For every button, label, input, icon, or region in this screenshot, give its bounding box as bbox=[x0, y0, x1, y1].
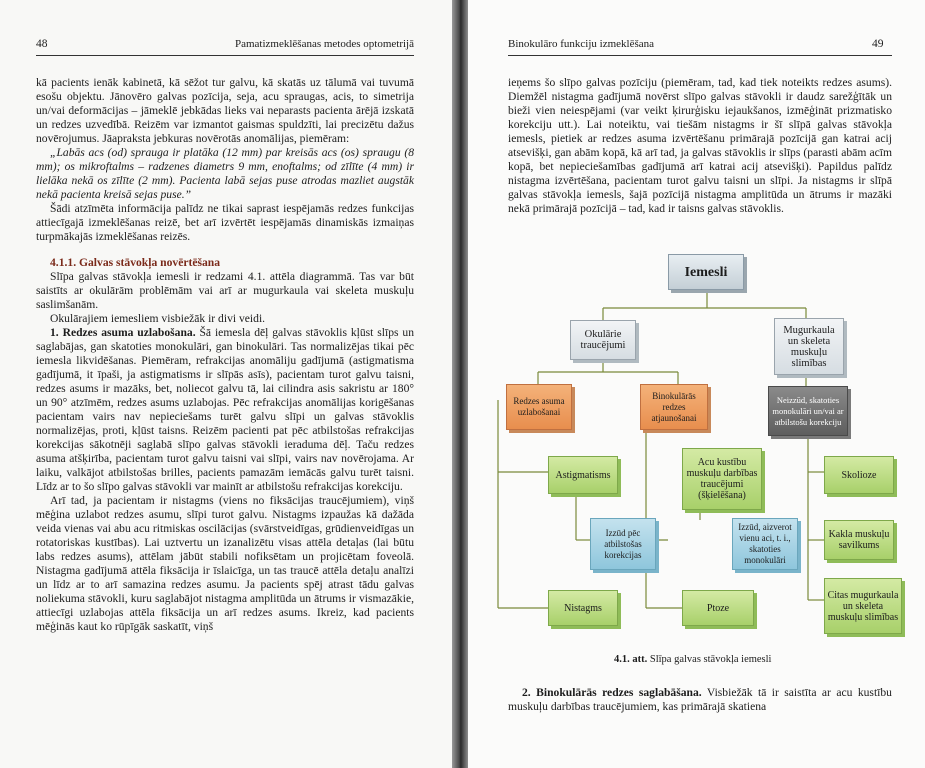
running-head: Binokulāro funkciju izmeklēšana bbox=[508, 38, 655, 50]
scoliosis-box: Skolioze bbox=[824, 456, 894, 494]
paragraph: kā pacients ienāk kabinetā, kā sēžot tur galvu, kā skatās uz tālumā vai tuvumā esošu objektu. Jānovēro galvas pozīcija, seja, acu spraugas, acis, to simetrija un/vai deformācijas – jāmeklē jebkādas lieks vai neparasts pacienta ārējā izskatā un redzes uzvedībā. Reizēm var izmantot gaismas spuldzīti, lai precizētu dažus novērojumus. Jāapraksta jebkuras novērotās anomālijas, piemēram: bbox=[36, 76, 414, 145]
section-heading: 4.1.1. Galvas stāvokļa novērtēšana bbox=[50, 256, 221, 269]
corrected-box: Izzūd pēc atbilstošas korekcijas bbox=[590, 518, 656, 570]
nystagmus-box: Nistagms bbox=[548, 590, 618, 626]
paragraph: ieņems šo slīpo galvas pozīciju (piemēram, tad, kad tiek noteikts redzes asums). Diemžēl nistagma gadījumā novērst slīpo galvas stāvokli ir daudz sarežģītāk un bieži vien neiespējami (var veikt ķirurģisku iejaukšanos, izmēģināt prizmatisko korekciju utt.). Lai noteiktu, vai tiešām nistagms ir šī slīpā galvas stāvokļa iemesls, pietiek ar redzes asuma izvērtēšanu primārajā pozīcijā gan katrai acij atsevišķi, gan abām kopā, kā arī tad, ja galvas stāvoklis ir slīps (parasti abām acīm kopā, bet nepieciešamības gadījumā arī katrai acij atsevišķi). Papildus palīdz nistagma izvērtēšana, pacientam turot galvu taisni un slīpi. Ja nistagms ir slīpā galvas stāvokļa iemesls, šajā pozīcijā nistagma amplitūda un ātrums ir mazāki nekā primārajā pozīcijā – tad, kad ir taisns galvas stāvoklis. bbox=[508, 76, 892, 215]
neck-muscle-box: Kakla muskuļu savilkums bbox=[824, 520, 894, 560]
list-item bbox=[508, 686, 892, 714]
right-body-text-bottom bbox=[508, 686, 892, 714]
quote: „Labās acs (od) sprauga ir platāka (12 mm) par kreisās acs (os) spraugu (8 mm); os mikroftalms – radzenes diametrs 9 mm, enoftalms; od zīlīte (4 mm) ir lielāka nekā os zīlīte (2 mm). Pacienta labā sejas puse atrodas mazliet augstāk nekā pacienta kreisā sejas puse.” bbox=[36, 146, 414, 201]
closed-eye-box: Izzūd, aizverot vienu aci, t. i., skatoties monokulāri bbox=[732, 518, 798, 570]
left-page bbox=[0, 0, 452, 768]
list-item-title: 1. Redzes asuma uzlabošana. bbox=[50, 326, 196, 339]
paragraph: Slīpa galvas stāvokļa iemesli ir redzami 4.1. attēla diagrammā. Tas var būt saistīts ar okulārām problēmām vai arī ar mugurkaula vai skeleta muskuļu saslimšanām. bbox=[36, 270, 414, 311]
list-item-text: Šā iemesla dēļ galvas stāvoklis kļūst slīps un saglabājas, gan skatoties monokulāri, gan binokulāri. Tas normalizējas tikai pēc iemesla likvidēšanas. Piemēram, refrakcijas anomāliju gadījumā (astigmatisma gadījumā, it īpaši, ja astigmatisms ir slīpās asīs), pacientam turot galvu taisni, redzes asums ir mazāks, bet, noliecot galvu tā, lai cilindra asis sakristu ar 180° un 90° atzīmēm, redzes asums uzlabojas. Pēc refrakcijas anomālijas korigēšanas pacientam vairs nav nepieciešams turēt galvu slīpi un galvas stāvoklis normalizējas, proti, kļūst taisns. Reizēm pacienti pat pēc atbilstošas refrakcijas korekcijas sākotnēji saglabā slīpo galvas stāvokli ieraduma dēļ. Taču redzes asuma atšķirība, pacientam turot galvu taisni vai slīpi, vairs nav novērojama. Ar laiku, valkājot atbilstošas brilles, pacients pamazām iemācās galvu turēt taisni. Līdz ar to šo slīpo galvas stāvokli var mainīt ar atbilstošu refrakcijas korekciju. bbox=[36, 326, 414, 493]
right-page bbox=[468, 0, 925, 768]
astigmatism-box: Astigmatisms bbox=[548, 456, 618, 494]
running-head: Pamatizmeklēšanas metodes optometrijā bbox=[234, 38, 414, 50]
list-item bbox=[36, 326, 414, 494]
diagram-root-box: Iemesli bbox=[668, 254, 744, 290]
binocular-restoration-box: Binokulārās redzes atjaunošanai bbox=[640, 384, 708, 430]
ocular-disorders-box: Okulārie traucējumi bbox=[570, 320, 636, 360]
left-body-text bbox=[36, 76, 414, 634]
other-diseases-box: Citas mugurkaula un skeleta muskuļu slimības bbox=[824, 578, 902, 634]
acuity-improvement-box: Redzes asuma uzlabošanai bbox=[506, 384, 572, 430]
list-item-text: Visbiežāk tā ir saistīta ar acu kustību muskuļu darbības traucējumiem, kas primārajā skatiena bbox=[508, 686, 892, 713]
paragraph: Šādi atzīmēta informācija palīdz ne tikai saprast iespējamās redzes funkcijas attiecīgajā izmeklēšanas reizē, bet arī izvērtēt iespējamās dinamiskās izmaiņas turpmākajās izmeklēšanas reizēs. bbox=[36, 202, 414, 243]
paragraph: Arī tad, ja pacientam ir nistagms (viens no fiksācijas traucējumiem), viņš mēģina uzlabot redzes asumu, slīpi turot galvu. Nistagms izpaužas kā dažāda veida vienas vai abu acu ritmiskas oscilācijas (svārstveidīgas, grūdienveidīgas un rotatoriskas kustības). Lai uztvertu un izanalizētu visas attēla detaļas (lai būtu labs redzes asums), attēlam jābūt stabili nofiksētam un projicētam foveolā. Nistagma gadījumā attēla fiksācija ir īslaicīga, un tas traucē attēla detaļu analīzi un līdz ar to arī samazina redzes asumu. Ja pacients spēj atrast tādu galvas noliekuma stāvokli, kuru saglabājot nistagma amplitūda un ātrums ir vismazākie, attiecīgi uzlabojas attēla fiksācija un arī redzes asums. Ikreiz, kad pacients mēģinās kaut ko rūpīgāk saskatīt, viņš bbox=[36, 494, 414, 633]
unresolved-causes-box: Neizzūd, skatoties monokulāri un/vai ar atbilstošu korekciju bbox=[768, 386, 848, 436]
caption-text: Slīpa galvas stāvokļa iemesli bbox=[647, 654, 772, 665]
page-number: 49 bbox=[872, 38, 884, 50]
page-number: 48 bbox=[36, 38, 48, 50]
paragraph: Okulārajiem iemesliem visbiežāk ir divi veidi. bbox=[50, 312, 266, 325]
spine-diseases-box: Mugurkaula un skeleta muskuļu slimības bbox=[774, 318, 844, 375]
caption-label: 4.1. att. bbox=[614, 654, 648, 665]
figure-caption bbox=[614, 654, 771, 665]
ptosis-box: Ptoze bbox=[682, 590, 754, 626]
list-item-title: 2. Binokulārās redzes saglabāšana. bbox=[522, 686, 702, 699]
book-gutter bbox=[452, 0, 468, 768]
eye-movement-box: Acu kustību muskuļu darbības traucējumi (šķielēšana) bbox=[682, 448, 762, 510]
header-rule bbox=[36, 55, 414, 56]
